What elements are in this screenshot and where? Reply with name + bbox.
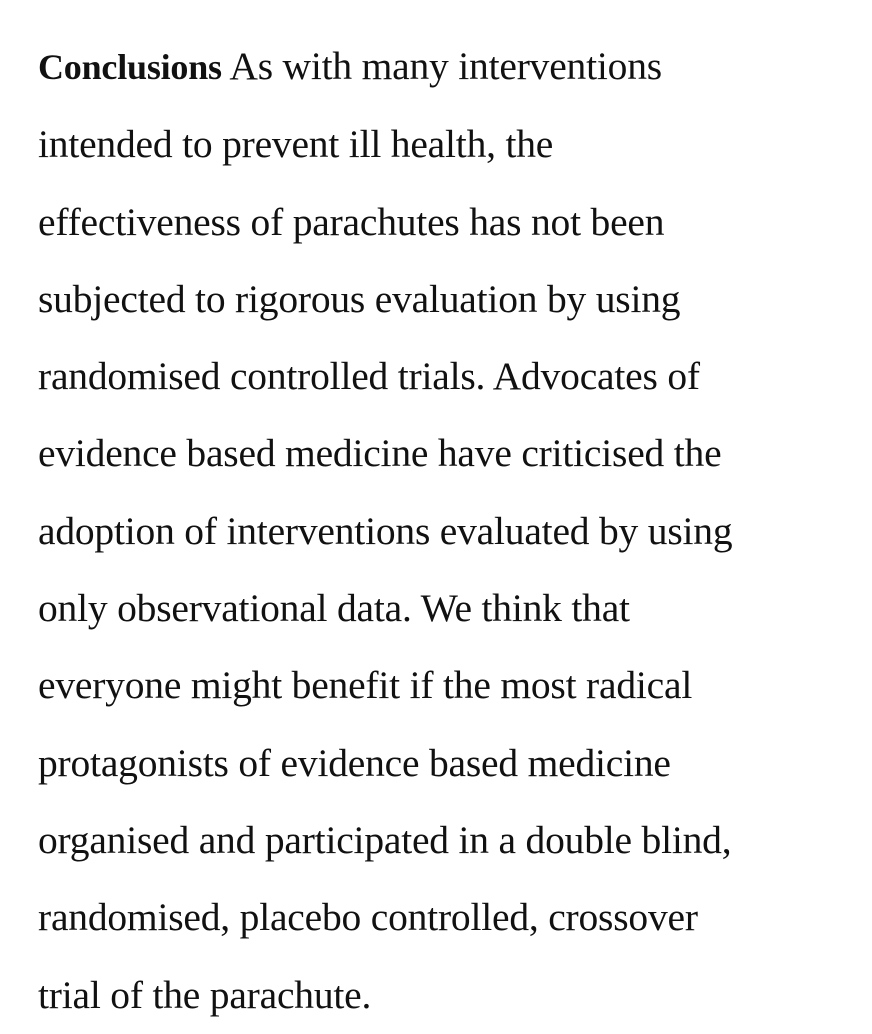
section-heading: Conclusions — [38, 47, 222, 87]
text-line-9: everyone might benefit if the most radical — [38, 663, 693, 708]
text-line-10: protagonists of evidence based medicine — [38, 740, 671, 785]
text-line-13: trial of the parachute. — [38, 972, 372, 1017]
conclusions-paragraph — [38, 28, 868, 1034]
text-line-3: effectiveness of parachutes has not been — [38, 199, 665, 244]
text-line-5: randomised controlled trials. Advocates of — [38, 354, 700, 399]
text-line-1 — [38, 28, 868, 106]
text-line-6: evidence based medicine have criticised the — [38, 431, 722, 476]
text-line-12: randomised, placebo controlled, crossover — [38, 895, 698, 940]
text-line-11: organised and participated in a double blind, — [38, 817, 732, 862]
text-line-4: subjected to rigorous evaluation by using — [38, 276, 681, 321]
text-line-7: adoption of interventions evaluated by using — [38, 508, 733, 553]
line-text: As with many interventions — [229, 44, 662, 88]
text-line-2: intended to prevent ill health, the — [38, 122, 554, 167]
text-line-8: only observational data. We think that — [38, 586, 630, 631]
